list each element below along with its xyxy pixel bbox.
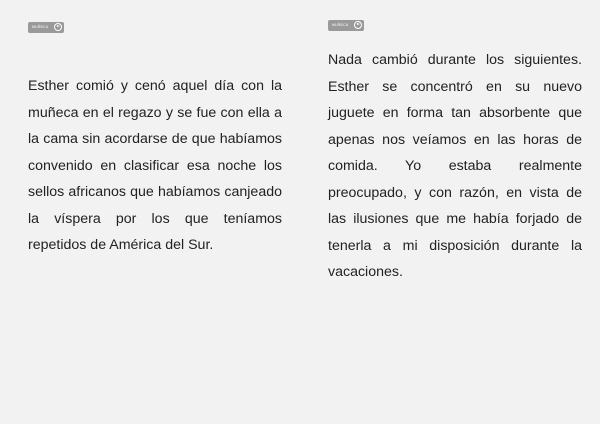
left-column xyxy=(28,22,282,259)
audio-badge-left[interactable] xyxy=(28,22,64,33)
paragraph-left: Esther comió y cenó aquel día con la muñeca en el regazo y se fue con ella a la cama sin acordarse de que habíamos convenido en clasificar esa noche los sellos africanos que habíamos canjeado la víspera por los que teníamos repetidos de América del Sur. xyxy=(28,78,282,253)
audio-badge-right[interactable] xyxy=(328,20,364,31)
paragraph-right: Nada cambió durante los siguientes. Esther se concentró en su nuevo juguete en forma tan absorbente que apenas nos veíamos en las horas de comida. Yo estaba realmente preocupado, y con razón, en vista de las ilusiones que me había forjado de tenerla a mi disposición durante la vacaciones. xyxy=(328,52,582,280)
right-column xyxy=(328,20,582,286)
play-icon xyxy=(54,23,62,31)
play-icon xyxy=(354,21,362,29)
badge-label: MUÑECA xyxy=(32,25,49,29)
badge-label: MUÑECA xyxy=(332,23,349,27)
